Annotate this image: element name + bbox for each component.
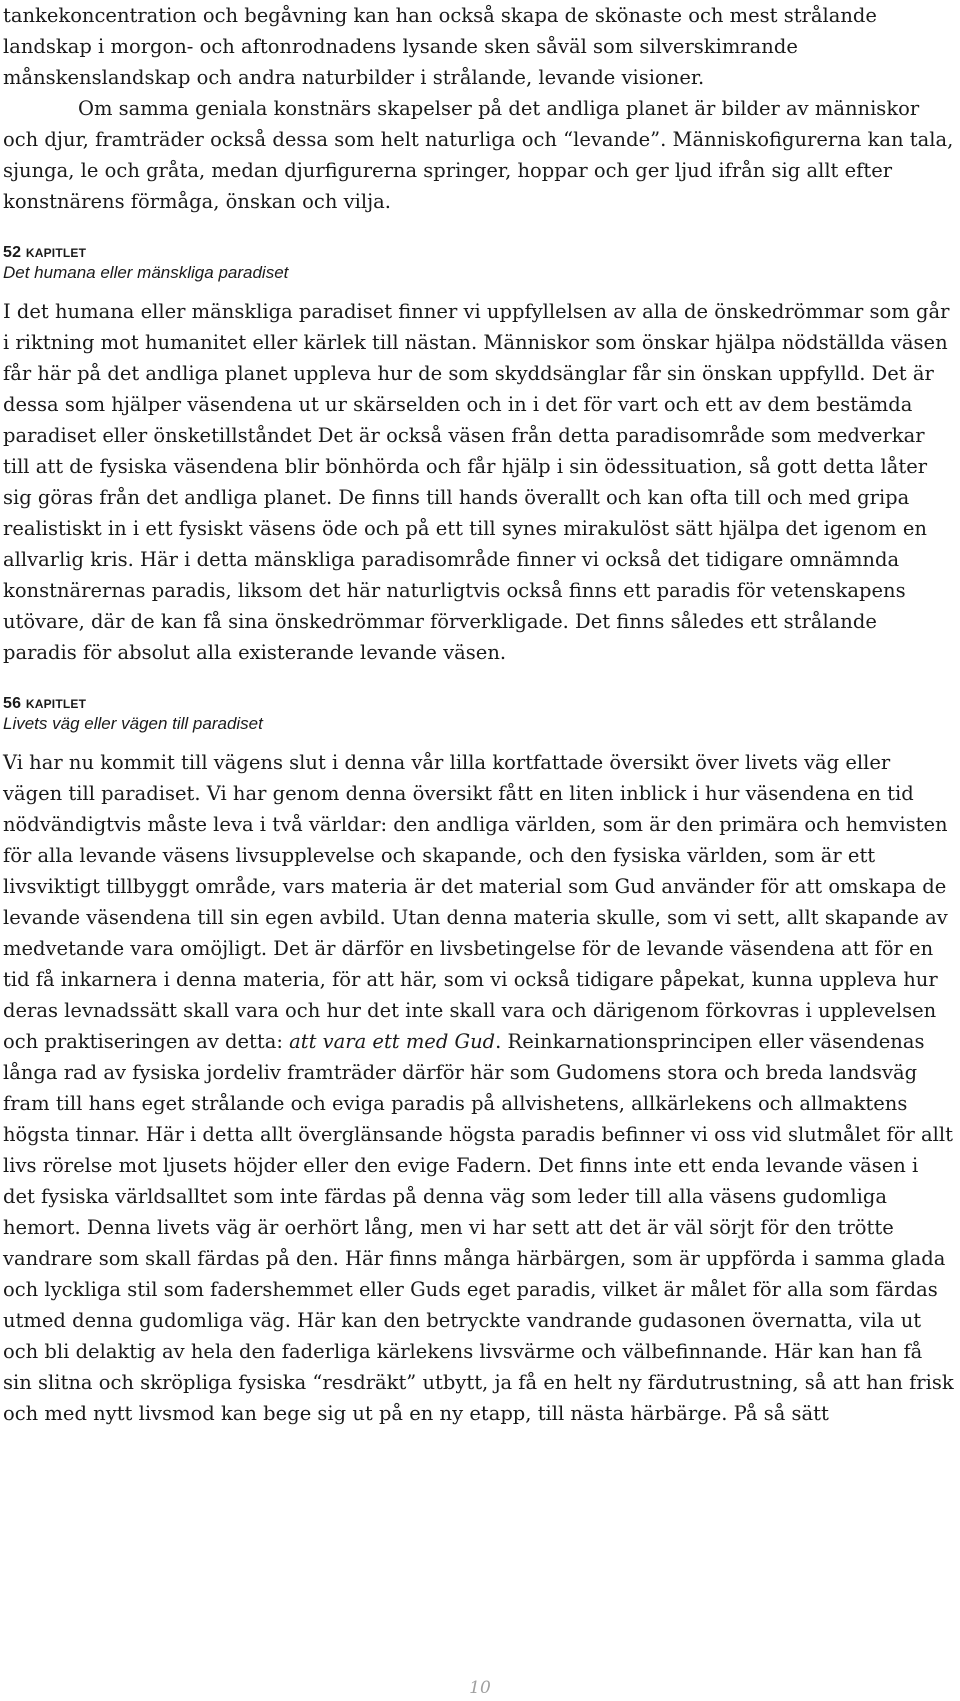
chapter-number: 56 — [3, 695, 22, 712]
chapter-body: I det humana eller mänskliga paradiset finner vi uppfyllelsen av alla de önskedrömmar som går i riktning mot humanitet eller kärlek till nästan. Människor som önskar hjälpa nödställda väsen får här på det andliga planet uppleva hur de som skyddsänglar får sin önskan uppfylld. Det är dessa som hjälper väsendena ut ur skärselden och in i det för vart och ett av dem bestämda paradiset eller önsketillståndet Det är också väsen från detta paradisområde som medverkar till att de fysiska väsendena blir bönhörda och får hjälp i sin ödessituation, så gott detta låter sig göras från det andliga planet. De finns till hands överallt och kan ofta till och med gripa realistiskt in i ett fysiskt väsens öde och på ett till synes mirakulöst sätt hjälpa det igenom en allvarlig kris. Här i detta mänskliga paradisområde finner vi också det tidigare omnämnda konstnärernas paradis, liksom det här naturligtvis också finns ett paradis för vetenskapens utövare, där de kan få sina önskedrömmar förverkligade. Det finns således ett strålande paradis för absolut alla existerande levande väsen. — [3, 300, 950, 664]
section-52 — [3, 243, 955, 668]
spacer — [3, 739, 955, 747]
chapter-number: 52 — [3, 244, 22, 261]
chapter-word: kapitlet — [25, 242, 87, 261]
chapter-subtitle: Livets väg eller vägen till paradiset — [3, 714, 263, 733]
chapter-word: kapitlet — [25, 693, 87, 712]
chapter-body — [3, 747, 955, 1429]
document-page — [3, 0, 955, 1429]
chapter-heading — [3, 694, 955, 713]
page-number: 10 — [469, 1678, 491, 1698]
spacer — [3, 288, 955, 296]
section-56 — [3, 694, 955, 1429]
spacer — [3, 668, 955, 694]
chapter-body-part-2: . Reinkarnationsprincipen eller väsendenas långa rad av fysiska jordeliv framträder därför här som Gudomens stora och breda landsväg fram till hans eget strålande och eviga paradis på allvishetens, allkärlekens och allmaktens högsta tinnar. Här i detta allt överglänsande högsta paradis befinner vi oss vid slutmålet för allt livs rörelse mot ljusets höjder eller den evige Fadern. Det finns inte ett enda levande väsen i det fysiska världsalltet som inte färdas på denna väg som leder till alla väsens gudomliga hemort. Denna livets väg är oerhört lång, men vi har sett att det är väl sörjt för den trötte vandrare som skall färdas på den. Här finns många härbärgen, som är uppförda i samma glada och lyckliga stil som fadershemmet eller Guds eget paradis, vilket är målet för alla som färdas utmed denna gudomliga väg. Här kan den betryckte vandrande gudasonen övernatta, vila ut och bli delaktig av hela den faderliga kärlekens livsvärme och välbefinnande. Här kan han få sin slitna och skröpliga fysiska “resdräkt” utbytt, ja få en helt ny färdutrustning, så att han frisk och med nytt livsmod kan bege sig ut på en ny etapp, till nästa härbärge. På så sätt — [3, 1030, 954, 1425]
chapter-body-italic: att vara ett med Gud — [289, 1030, 496, 1053]
intro-paragraph-2: Om samma geniala konstnärs skapelser på det andliga planet är bilder av människor och djur, framträder också dessa som helt naturliga och “levande”. Människofigurerna kan tala, sjunga, le och gråta, medan djurfigurerna springer, hoppar och ger ljud ifrån sig allt efter konstnärens förmåga, önskan och vilja. — [3, 97, 954, 213]
spacer — [3, 217, 955, 243]
chapter-subtitle: Det humana eller mänskliga paradiset — [3, 263, 289, 282]
chapter-body-part-1: Vi har nu kommit till vägens slut i denna vår lilla kortfattade översikt över livets väg eller vägen till paradiset. Vi har genom denna översikt fått en liten inblick i hur väsendena en tid nödvändigtvis måste leva i två världar: den andliga världen, som är den primära och hemvisten för alla levande väsens livsupplevelse och skapande, och den fysiska världen, som är ett livsviktigt tillbyggt område, vars materia är det material som Gud använder för att omskapa de levande väsendena till sin egen avbild. Utan denna materia skulle, som vi sett, allt skapande av medvetande vara omöjligt. Det är därför en livsbetingelse för de levande väsendena att för en tid få inkarnera i denna materia, för att här, som vi också tidigare påpekat, kunna uppleva hur deras levnadssätt skall vara och hur det inte skall vara och därigenom förkovras i upplevelsen och praktiseringen av detta: — [3, 751, 948, 1053]
intro-paragraph-1: tankekoncentration och begåvning kan han också skapa de skönaste och mest strålande landskap i morgon- och aftonrodnadens lysande sken såväl som silverskimrande månskenslandskap och andra naturbilder i strålande, levande visioner. — [3, 4, 877, 89]
chapter-heading — [3, 243, 955, 262]
